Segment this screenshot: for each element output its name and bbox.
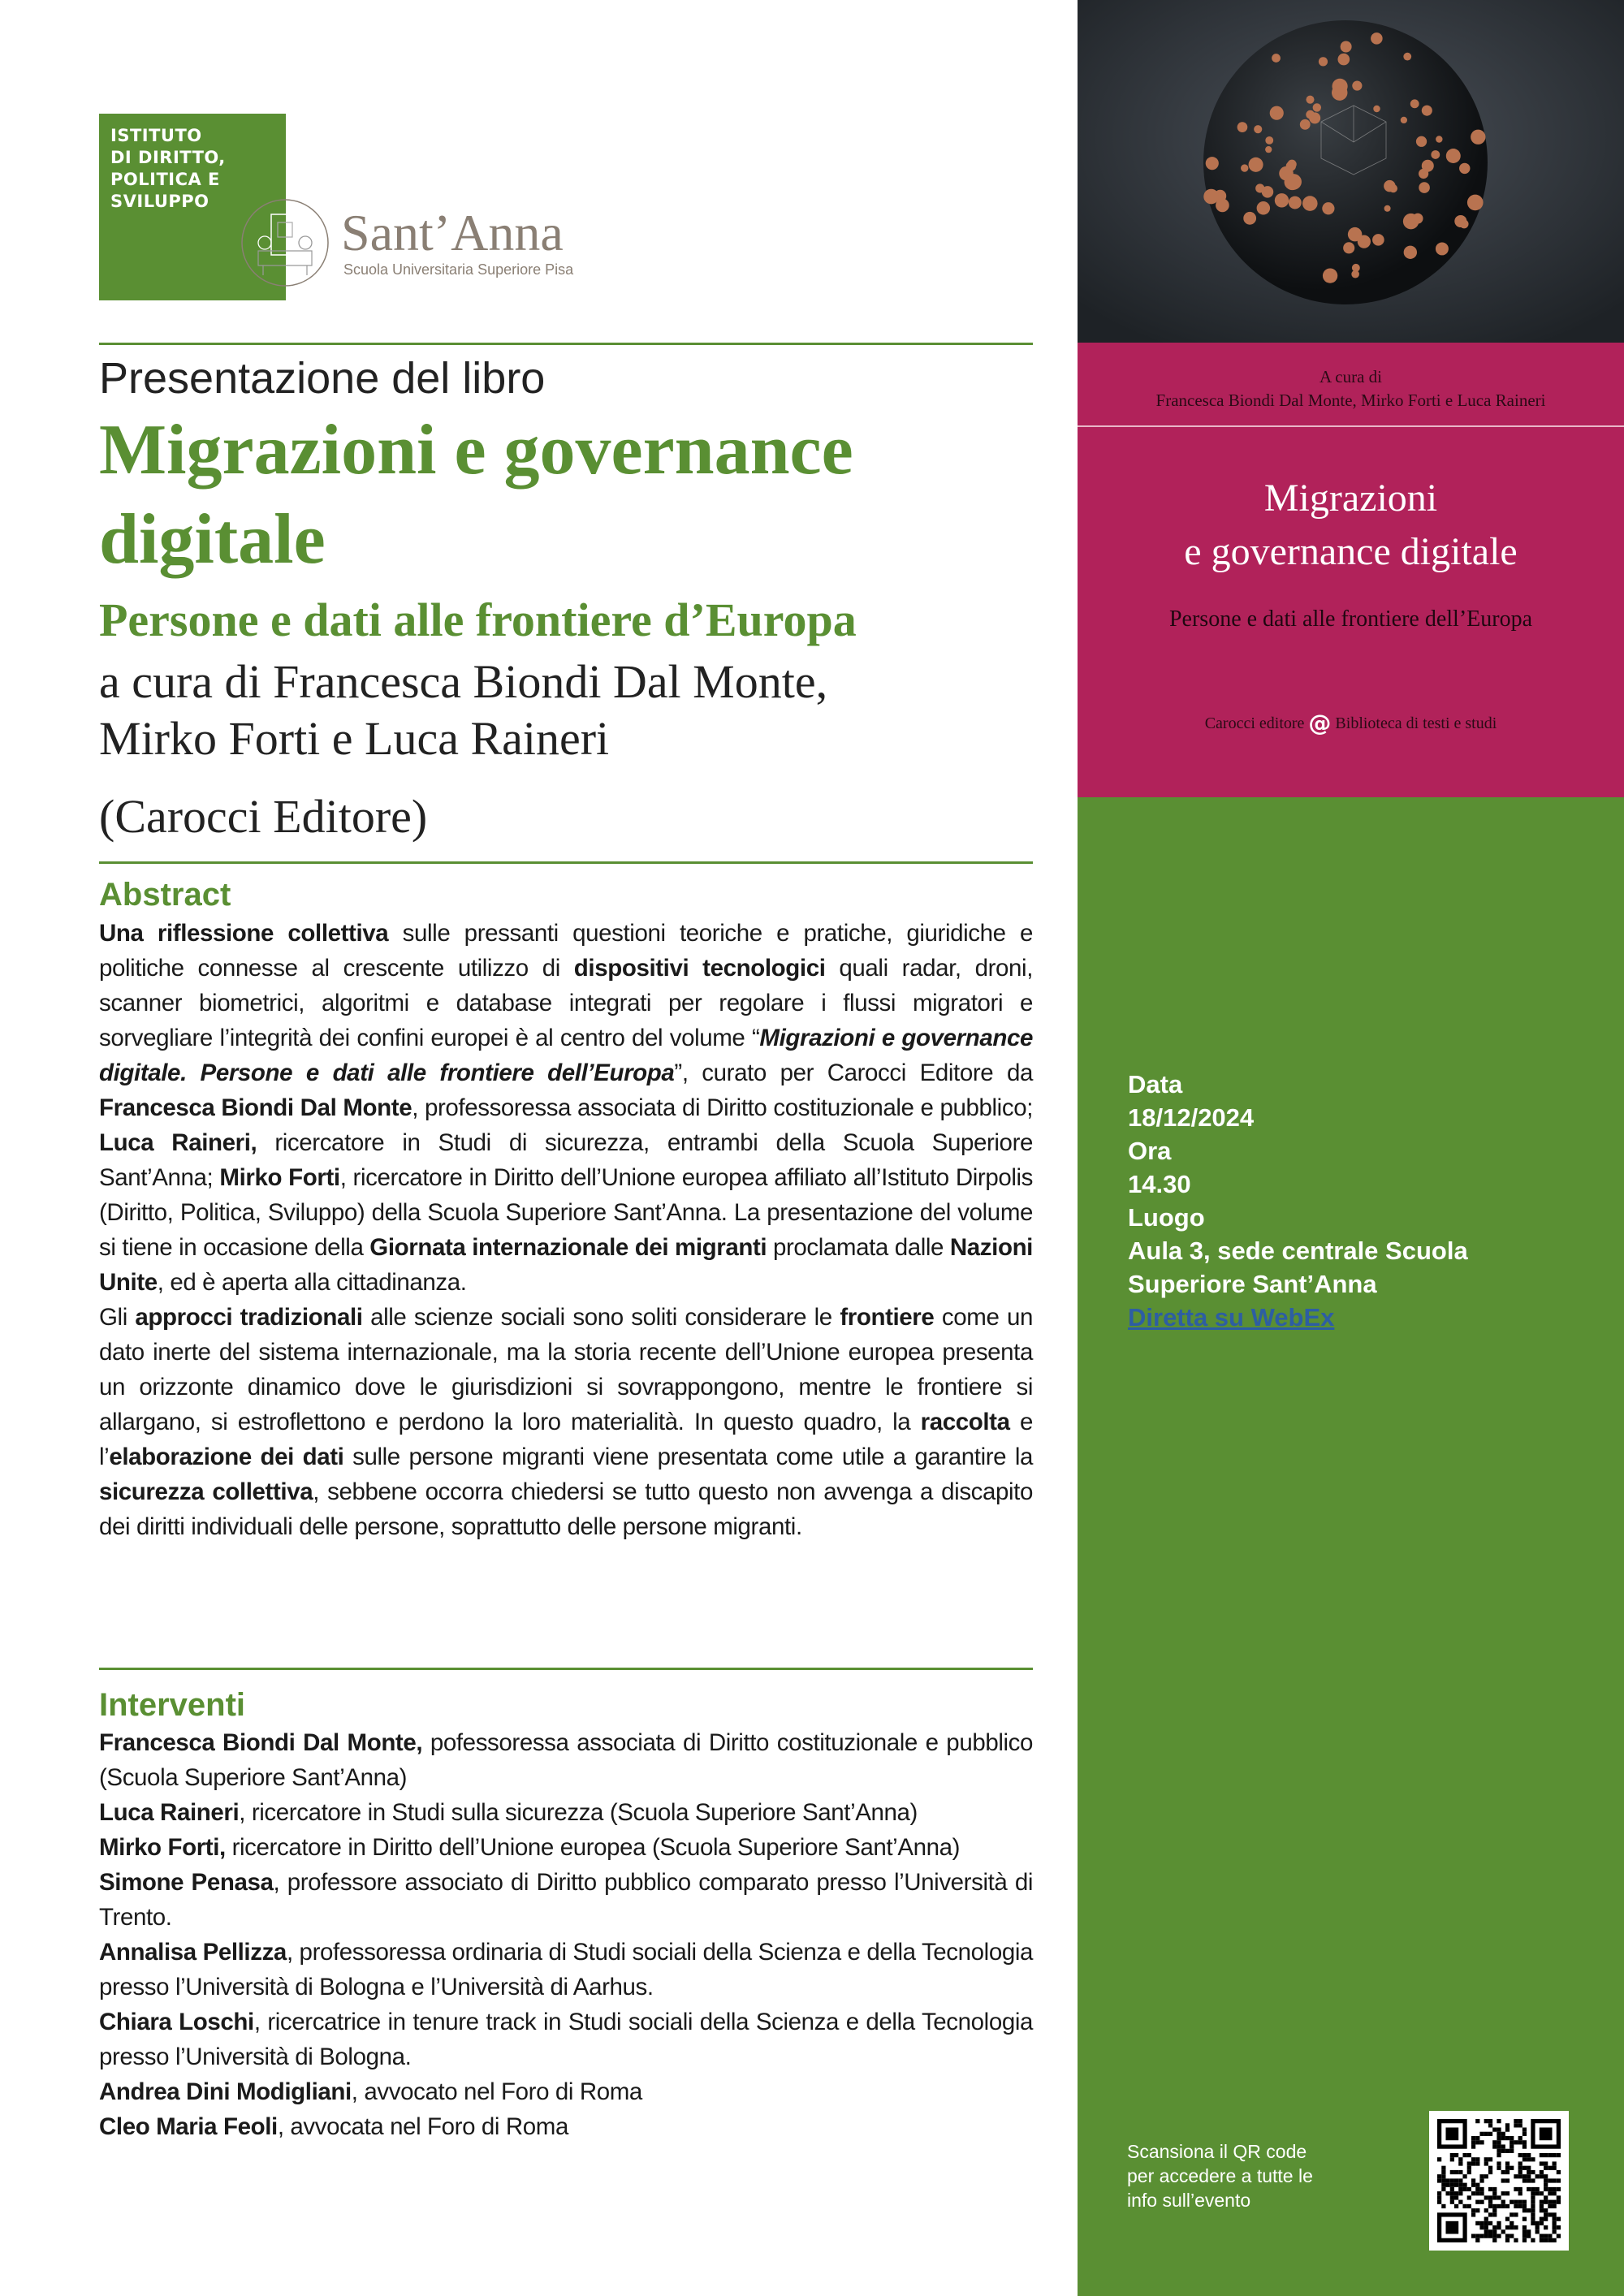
- copper-sphere: [1257, 201, 1270, 214]
- qr-code-icon: [1437, 2119, 1561, 2242]
- qr-text-line: Scansiona il QR code: [1127, 2141, 1307, 2162]
- time-value: 14.30: [1128, 1170, 1191, 1198]
- speaker-item: [99, 2109, 1033, 2144]
- copper-sphere: [1337, 54, 1350, 66]
- school-subtitle: Scuola Universitaria Superiore Pisa: [343, 261, 574, 278]
- place-value: Superiore Sant’Anna: [1128, 1270, 1377, 1298]
- copper-sphere: [1348, 227, 1362, 241]
- copper-sphere: [1422, 106, 1432, 116]
- qr-code[interactable]: [1429, 2111, 1569, 2251]
- date-value: 18/12/2024: [1128, 1103, 1255, 1132]
- copper-sphere: [1419, 182, 1430, 193]
- copper-sphere: [1352, 80, 1362, 90]
- body-text: , sebbene occorra chiedersi se tutto questo non avvenga a discapito dei diritti individuali delle persone, soprattutto delle persone migranti.: [99, 1478, 1033, 1540]
- body-text: e l’: [99, 1409, 1033, 1470]
- speaker-item: [99, 2005, 1033, 2074]
- copper-sphere: [1436, 242, 1449, 255]
- copper-sphere: [1203, 189, 1219, 205]
- copper-sphere: [1467, 195, 1484, 211]
- divider: [99, 861, 1033, 864]
- copper-sphere: [1302, 196, 1318, 211]
- copper-sphere: [1404, 246, 1417, 259]
- copper-sphere: [1300, 119, 1311, 130]
- cover-subtitle: Persone e dati alle frontiere dell’Europa: [1168, 606, 1533, 632]
- cover-editors: Francesca Biondi Dal Monte, Mirko Forti e Luca Raineri: [1155, 391, 1546, 410]
- qr-instructions: [1127, 2139, 1313, 2212]
- divider: [99, 1668, 1033, 1670]
- copper-sphere: [1372, 234, 1384, 246]
- page-title: Migrazioni e governance digitale: [99, 411, 853, 579]
- interventi-heading: Interventi: [99, 1687, 246, 1723]
- book-cover-image: [1078, 0, 1624, 343]
- copper-sphere: [1413, 214, 1423, 224]
- copper-sphere: [1241, 164, 1248, 171]
- webex-stream-link[interactable]: Diretta su WebEx: [1128, 1303, 1335, 1331]
- emphasis-text: Nazioni Unite: [99, 1234, 1033, 1296]
- emphasis-text: raccolta: [920, 1409, 1010, 1435]
- cover-title-line: Migrazioni: [1263, 477, 1438, 520]
- copper-sphere: [1285, 174, 1302, 190]
- school-name: Sant’Anna: [341, 204, 564, 261]
- copper-sphere: [1389, 184, 1397, 192]
- copper-sphere: [1436, 136, 1442, 142]
- speaker-role: , avvocato nel Foro di Roma: [351, 2078, 642, 2105]
- speaker-name: Annalisa Pellizza: [99, 1939, 287, 1966]
- cover-series: Biblioteca di testi e studi: [1335, 714, 1497, 732]
- abstract-heading: Abstract: [99, 877, 231, 913]
- copper-sphere: [1403, 53, 1411, 61]
- time-label: Ora: [1128, 1137, 1172, 1165]
- cover-divider: [1078, 425, 1624, 427]
- copper-sphere: [1471, 130, 1485, 145]
- editors: [99, 654, 1041, 767]
- event-details: [1128, 1068, 1468, 1334]
- body-text: , professoressa associata di Diritto costituzionale e pubblico;: [412, 1094, 1033, 1121]
- speaker-role: , professoressa ordinaria di Studi sociali della Scienza e della Tecnologia presso l’Università di Bologna e l’Università di Aarhus.: [99, 1939, 1033, 2000]
- copper-sphere: [1289, 196, 1302, 209]
- speaker-name: Andrea Dini Modigliani: [99, 2078, 352, 2105]
- cover-publisher-row: [1078, 710, 1624, 736]
- divider: [99, 343, 1033, 345]
- copper-sphere: [1460, 219, 1469, 228]
- copper-sphere: [1306, 110, 1315, 119]
- copper-sphere: [1272, 54, 1281, 63]
- speaker-name: Luca Raineri: [99, 1799, 240, 1826]
- body-text: Gli: [99, 1304, 136, 1331]
- emphasis-text: Mirko Forti: [219, 1164, 340, 1191]
- book-cover: [1078, 343, 1624, 797]
- body-text: ricercatore in Studi di sicurezza, entrambi della Scuola Superiore Sant’Anna;: [99, 1129, 1033, 1191]
- body-text: ”, curato per Carocci Editore da: [674, 1060, 1033, 1086]
- speaker-name: Simone Penasa: [99, 1869, 274, 1896]
- cover-title-line: e governance digitale: [1184, 530, 1518, 573]
- speaker-role: ricercatore in Diritto dell’Unione europea (Scuola Superiore Sant’Anna): [225, 1834, 961, 1861]
- emphasis-text: sicurezza collettiva: [99, 1478, 313, 1505]
- copper-sphere: [1286, 162, 1296, 171]
- place-value: Aula 3, sede centrale Scuola: [1128, 1236, 1468, 1265]
- copper-sphere: [1265, 146, 1272, 153]
- logo-line: POLITICA E: [110, 170, 220, 189]
- body-text: quali radar, droni, scanner biometrici, algoritmi e database integrati per regolare i flussi migratori e sorvegliare l’integrità dei confini europei è al centro del volume “: [99, 955, 1033, 1051]
- emphasis-text: dispositivi tecnologici: [573, 955, 826, 982]
- copper-sphere: [1384, 205, 1391, 212]
- publisher: (Carocci Editore): [99, 790, 428, 843]
- body-text: sulle pressanti questioni teoriche e pratiche, giuridiche e politiche connesse al crescente utilizzo di: [99, 920, 1033, 982]
- copper-sphere: [1341, 41, 1352, 53]
- speaker-role: pofessoressa associata di Diritto costituzionale e pubblico (Scuola Superiore Sant’Anna): [99, 1729, 1033, 1791]
- speaker-item: [99, 1725, 1033, 1795]
- emphasis-text: Migrazioni e governance digitale. Persone e dati alle frontiere dell’Europa: [99, 1025, 1033, 1086]
- emphasis-text: Una riflessione collettiva: [99, 920, 389, 947]
- logo-line: ISTITUTO: [110, 126, 202, 145]
- copper-sphere: [1243, 212, 1256, 225]
- copper-sphere: [1313, 103, 1321, 111]
- speaker-item: [99, 1795, 1033, 1830]
- copper-sphere: [1319, 57, 1328, 66]
- copper-sphere: [1265, 136, 1273, 145]
- cover-publisher: Carocci editore: [1204, 714, 1305, 732]
- body-text: come un dato inerte del sistema internazionale, ma la storia recente dell’Unione europea presenta un orizzonte dinamico dove le giurisdizioni si sovrappongono, mentre le frontiere si allargano, si estroflettono e perdono la loro materialità. In questo quadro, la: [99, 1304, 1033, 1435]
- copper-sphere: [1275, 193, 1289, 207]
- emphasis-text: Giornata internazionale dei migranti: [369, 1234, 767, 1261]
- copper-sphere: [1351, 270, 1359, 278]
- copper-sphere: [1373, 106, 1380, 112]
- abstract-paragraph: [99, 916, 1033, 1300]
- cover-a-cura-di: A cura di: [1320, 367, 1382, 386]
- copper-sphere: [1343, 242, 1354, 253]
- editors-line: Mirko Forti e Luca Raineri: [99, 712, 610, 765]
- speaker-name: Chiara Loschi: [99, 2009, 254, 2035]
- qr-text-line: per accedere a tutte le: [1127, 2165, 1313, 2186]
- emphasis-text: frontiere: [840, 1304, 935, 1331]
- abstract-paragraph: [99, 1300, 1033, 1544]
- copper-sphere: [1237, 122, 1248, 132]
- date-label: Data: [1128, 1070, 1183, 1098]
- speaker-role: , professore associato di Diritto pubblico comparato presso l’Università di Trento.: [99, 1869, 1033, 1931]
- speaker-item: [99, 1935, 1033, 2005]
- copper-sphere: [1401, 117, 1407, 123]
- copper-sphere: [1206, 157, 1219, 170]
- copper-sphere: [1254, 125, 1262, 133]
- logo-line: DI DIRITTO,: [110, 148, 226, 167]
- copper-sphere: [1216, 199, 1229, 213]
- copper-sphere: [1249, 158, 1263, 172]
- body-text: , ed è aperta alla cittadinanza.: [157, 1269, 467, 1296]
- copper-sphere: [1322, 202, 1334, 214]
- qr-text-line: info sull’evento: [1127, 2190, 1251, 2211]
- emphasis-text: Francesca Biondi Dal Monte: [99, 1094, 412, 1121]
- copper-sphere: [1262, 186, 1273, 197]
- emphasis-text: elaborazione dei dati: [109, 1444, 344, 1470]
- copper-sphere: [1459, 163, 1470, 174]
- speaker-item: [99, 1830, 1033, 1865]
- body-text: sulle persone migranti viene presentata come utile a garantire la: [343, 1444, 1033, 1470]
- copper-sphere: [1270, 106, 1284, 120]
- speaker-role: , avvocata nel Foro di Roma: [277, 2113, 568, 2140]
- speakers-list: [99, 1725, 1033, 2144]
- kicker: Presentazione del libro: [99, 354, 546, 403]
- copper-sphere: [1332, 79, 1348, 94]
- copper-sphere: [1416, 136, 1427, 147]
- speaker-item: [99, 2074, 1033, 2109]
- body-text: alle scienze sociali sono soliti considerare le: [362, 1304, 840, 1331]
- speaker-item: [99, 1865, 1033, 1935]
- copper-sphere: [1371, 32, 1383, 45]
- emphasis-text: Luca Raineri,: [99, 1129, 257, 1156]
- body-text: , ricercatore in Diritto dell’Unione europea affiliato all’Istituto Dirpolis (Diritto, Politica, Sviluppo) della Scuola Superiore Sant’Anna. La presentazione del volume si tiene in occasione della: [99, 1164, 1033, 1261]
- copper-sphere: [1306, 96, 1314, 104]
- copper-sphere: [1323, 268, 1337, 283]
- editors-line: a cura di Francesca Biondi Dal Monte,: [99, 655, 828, 708]
- emphasis-text: approcci tradizionali: [135, 1304, 363, 1331]
- speaker-name: Francesca Biondi Dal Monte,: [99, 1729, 423, 1756]
- speaker-role: , ricercatore in Studi sulla sicurezza (Scuola Superiore Sant’Anna): [239, 1799, 918, 1826]
- copper-sphere: [1431, 150, 1440, 159]
- logo-line: SVILUPPO: [110, 192, 209, 211]
- copper-sphere: [1410, 99, 1419, 108]
- copper-sphere: [1452, 152, 1460, 160]
- speaker-name: Cleo Maria Feoli: [99, 2113, 278, 2140]
- carocci-logo-icon: @: [1308, 710, 1332, 736]
- subtitle: Persone e dati alle frontiere d’Europa: [99, 593, 857, 646]
- santanna-seal-icon: [240, 198, 330, 287]
- speaker-role: , ricercatrice in tenure track in Studi sociali della Scienza e della Tecnologia presso l’Università di Bologna.: [99, 2009, 1033, 2070]
- body-text: proclamata dalle: [767, 1234, 950, 1261]
- copper-sphere: [1422, 160, 1434, 172]
- place-label: Luogo: [1128, 1203, 1205, 1232]
- abstract-body: [99, 916, 1033, 1544]
- speaker-name: Mirko Forti,: [99, 1834, 226, 1861]
